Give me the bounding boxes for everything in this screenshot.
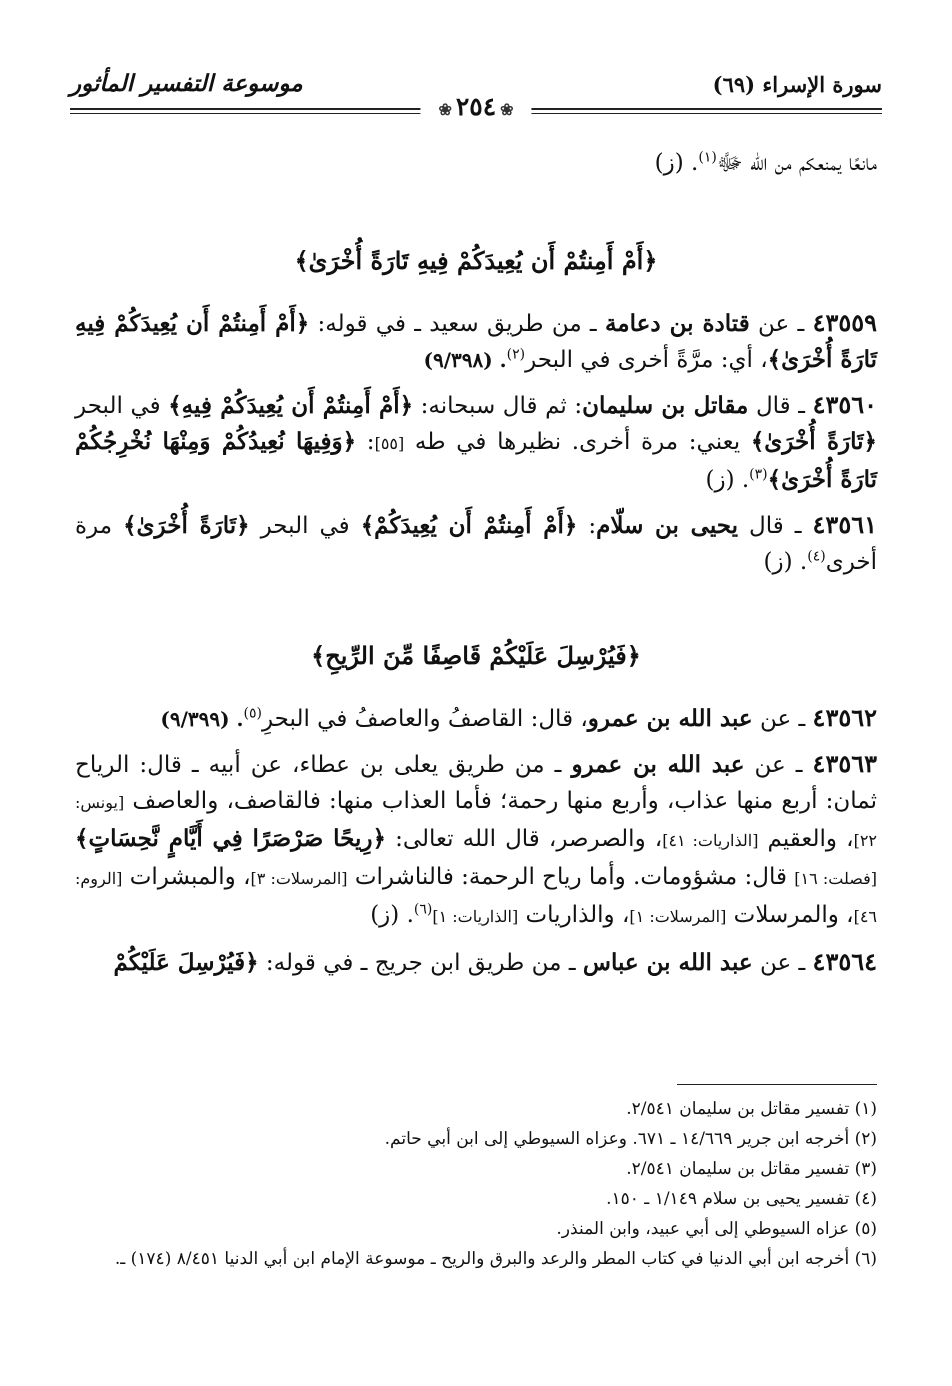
verse-citation: [الذاريات: ٤١] [662,831,759,850]
footnote: (٢) أخرجه ابن جرير ١٤/٦٦٩ ـ ٦٧١. وعزاه السيوطي إلى ابن أبي حاتم. [384,1129,877,1149]
surah-label: سورة الإسراء (٦٩) [712,72,882,97]
text: ـ عن [744,752,813,778]
quran-quote: ﴿تَارَةً أُخْرَىٰ﴾ [750,428,877,455]
text: ، والمرسلات [726,902,854,928]
text: ، والذاريات [518,902,630,928]
verse-citation: [المرسلات: ٣] [250,869,348,888]
text: ، أي: مرَّةً أخرى في البحر [525,347,768,373]
narration-43563 [75,746,877,935]
volume-ref: . (٩/٣٩٩) [160,707,244,731]
page-number: ٢٥٤ [455,92,497,121]
quran-quote: ﴿فَيُرْسِلَ عَلَيْكُمْ [113,949,259,976]
footnote-ref: (٥) [243,705,262,722]
quran-quote: ﴿وَفِيهَا نُعِيدُكُمْ وَمِنْهَا نُخْرِجُكُمْ تَارَةً أُخْرَىٰ﴾ [75,428,877,493]
verse-citation: [يونس: ٢٢] [75,793,877,850]
ornament-icon: ❀ [500,100,514,119]
verse-heading: ﴿فَيُرْسِلَ عَلَيْكُمْ قَاصِفًا مِّنَ الرِّيحِ﴾ [311,641,641,670]
narration-number: ٤٣٥٦٠ [812,390,878,419]
narrator-name: قتادة بن دعامة [604,310,750,337]
text: في البحر [75,393,169,419]
text: ـ قال [738,513,813,539]
narration-43559 [75,305,877,378]
text: ـ من طريق ابن جريج ـ في قوله: [258,950,583,976]
book-title: موسوعة التفسير المأثور [70,70,303,97]
footnotes [75,1094,877,1274]
narration-number: ٤٣٥٥٩ [812,308,878,337]
text: ـ عن [752,706,813,732]
footnote-ref: (٢) [506,346,526,363]
footnote-separator [677,1084,877,1085]
footnote-ref: (١) [698,149,717,166]
footnote-ref: (٦) [413,901,433,918]
narrator-name: عبد الله بن عمرو [571,751,745,778]
text: : [577,513,597,539]
narrator-name: عبد الله بن عباس [582,949,753,976]
quran-quote: ﴿رِيحًا صَرْصَرًا فِي أَيَّامٍ نَّحِسَاتٍ﴾ [75,825,386,852]
quran-quote: ﴿أَمْ أَمِنتُمْ أَن يُعِيدَكُمْ فِيهِ﴾ [168,392,414,419]
narration-number: ٤٣٥٦٤ [812,947,877,976]
text: في البحر [249,513,361,539]
grading-mark: . (ز) [763,549,808,575]
quran-quote: ﴿تَارَةً أُخْرَىٰ﴾ [123,512,250,539]
verse-citation: [فصلت: ١٦] [794,869,878,888]
text: ـ عن [752,950,813,976]
quran-quote: ﴿أَمْ أَمِنتُمْ أَن يُعِيدَكُمْ فِيهِ تَارَةً أُخْرَىٰ﴾ [75,310,877,373]
verse-citation: [الذاريات: ١] [432,907,519,926]
text: ، والعقيم [758,826,854,852]
verse-citation: [الروم: ٤٦] [75,869,877,926]
narration-number: ٤٣٥٦١ [812,510,877,539]
narration-43562 [75,700,877,737]
narrator-name: مقاتل بن سليمان [582,392,749,419]
text: : [356,429,375,455]
footnote: (٣) تفسير مقاتل بن سليمان ٢/٥٤١. [626,1159,877,1179]
text: ـ من طريق يعلى بن عطاء، عن أبيه ـ قال: الرياح ثمان: أربع منها عذاب، وأربع منها رحمة؛ فأما العذاب منها: فالقاصف، والعاصف [75,752,877,814]
ornament-icon: ❀ [438,100,452,119]
narrator-name: عبد الله بن عمرو [587,705,753,732]
text: ، والمبشرات [122,864,251,890]
footnote: (٤) تفسير يحيى بن سلام ١/١٤٩ ـ ١٥٠. [606,1189,877,1209]
text: ـ عن [749,311,813,337]
footnote-ref: (٣) [749,466,768,483]
grading-mark: . (ز) [370,902,414,928]
text: مرة أخرى [75,513,877,575]
narration-43564 [75,944,877,981]
verse-citation: [المرسلات: ١] [629,907,727,926]
grading-mark: . (ز) [705,467,750,493]
text: يعني: مرة أخرى. نظيرها في طه [404,429,751,455]
narration-43561 [75,507,877,580]
running-header [70,70,882,130]
grading-mark: . (ز) [654,150,699,176]
text: ـ قال [748,393,813,419]
verse-citation: [٥٥] [374,434,405,453]
verse-heading: ﴿أَمْ أَمِنتُمْ أَن يُعِيدَكُمْ فِيهِ تَارَةً أُخْرَىٰ﴾ [294,246,658,275]
main-text [75,145,877,990]
narration-number: ٤٣٥٦٣ [812,749,877,778]
text: ، قال: القاصفُ والعاصفُ في البحرِ [261,706,588,732]
page-number-box [420,92,531,121]
text: قال: مشؤومات. وأما رياح الرحمة: فالناشرات [347,864,795,890]
narrator-name: يحيى بن سلّام [596,512,739,539]
text: ، والصرصر، قال الله تعالى: [385,826,663,852]
footnote: (١) تفسير مقاتل بن سليمان ٢/٥٤١. [626,1099,877,1119]
footnote: (٦) أخرجه ابن أبي الدنيا في كتاب المطر والرعد والبرق والريح ـ موسوعة الإمام ابن أبي الدنيا ٨/٤٥١ (١٧٤) ـ. [114,1249,877,1269]
footnote: (٥) عزاه السيوطي إلى أبي عبيد، وابن المنذر. [556,1219,877,1239]
opening-text: مانعًا يمنعكم من الله ﷻ [716,150,877,176]
opening-line [75,145,877,181]
narration-number: ٤٣٥٦٢ [812,703,877,732]
narration-43560 [75,387,877,498]
volume-ref: . (٩/٣٩٨) [423,348,507,372]
footnote-ref: (٤) [807,548,826,565]
text: ـ من طريق سعيد ـ في قوله: [309,311,605,337]
quran-quote: ﴿أَمْ أَمِنتُمْ أَن يُعِيدَكُمْ﴾ [360,512,578,539]
text: : ثم قال سبحانه: [413,393,583,419]
